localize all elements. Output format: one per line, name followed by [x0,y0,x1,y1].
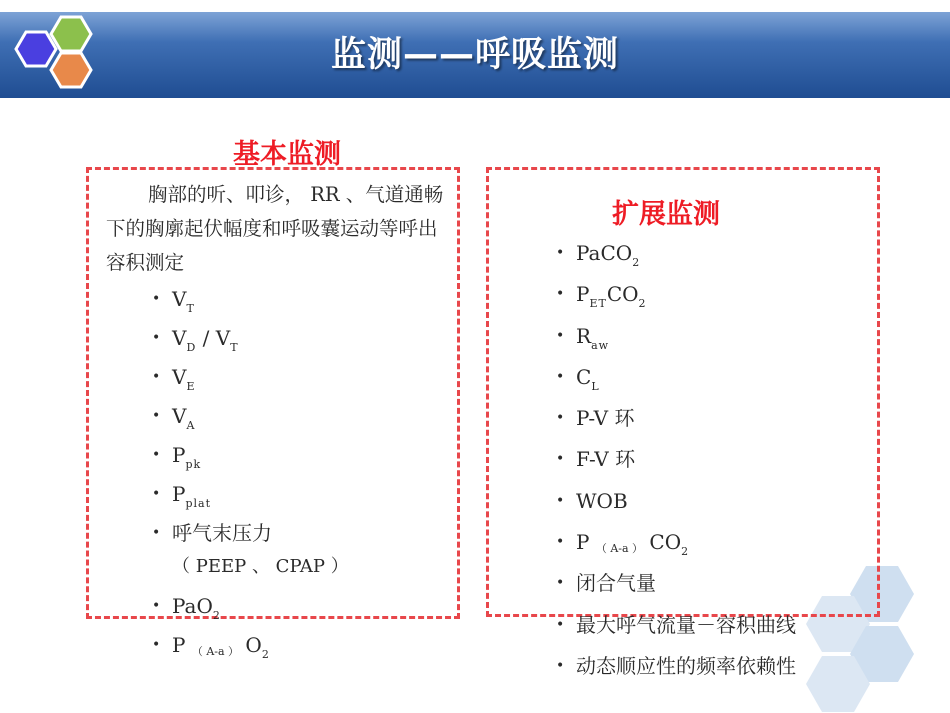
list-item: • 闭合气量 [576,566,796,607]
bullet-icon: • [556,368,565,385]
bullet-icon: • [556,410,565,427]
list-item: • P-V 环 [576,401,796,442]
bullet-icon: • [556,575,565,592]
bullet-icon: • [556,534,565,551]
list-item: • 呼气末压力 [172,516,349,550]
extended-monitoring-heading: 扩展监测 [612,199,720,230]
list-item: • F-V 环 [576,442,796,483]
list-item: • $P_{pk}$ [172,438,349,477]
list-item: • $P_{plat}$ [172,477,349,516]
list-item: • $P_{ET}CO_2$ [576,277,796,318]
list-item: • $V_T$ [172,282,349,321]
bullet-icon: • [152,525,161,541]
list-item: • P （ A-a ） $CO_2$ [576,525,796,566]
list-item: • 最大呼气流量－容积曲线 [576,608,796,649]
bullet-icon: • [556,245,565,261]
list-item: • PaCO$_2$ [576,236,796,277]
list-item: • $V_D / V_T$ [172,321,349,360]
basic-monitoring-description [106,178,456,280]
bullet-icon: • [152,598,161,614]
page-title: 监测——呼吸监测 [330,35,619,75]
bullet-icon: • [556,492,565,509]
list-item: • $C_L$ [576,360,796,401]
basic-monitoring-list [152,282,349,667]
basic-monitoring-heading: 基本监测 [233,139,341,170]
bullet-icon: • [152,447,161,463]
bullet-icon: • [152,408,161,424]
bullet-icon: • [152,369,161,385]
list-item: • $V_A$ [172,399,349,438]
bullet-icon: • [152,330,161,346]
list-item: • PaO$_2$ [172,589,349,628]
bullet-icon: • [556,616,565,633]
bullet-icon: • [152,637,161,653]
list-item: • $R_{aw}$ [576,319,796,360]
list-item: • P （ A-a ） $O_2$ [172,628,349,667]
description-text: 胸部的听、叩诊， RR 、气道通畅下的胸廓起伏幅度和呼吸囊运动等呼出容积测定 [106,183,444,274]
bullet-icon: • [152,291,161,307]
bullet-icon: • [556,657,565,674]
list-item: （ PEEP 、 CPAP ） [172,556,349,577]
bullet-icon: • [152,486,161,502]
list-item: • 动态顺应性的频率依赖性 [576,649,796,690]
list-item: • WOB [576,484,796,525]
bullet-icon: • [556,286,565,303]
list-item: • $V_E$ [172,360,349,399]
extended-monitoring-list [556,236,796,690]
bullet-icon: • [556,327,565,344]
bullet-icon: • [556,451,565,468]
